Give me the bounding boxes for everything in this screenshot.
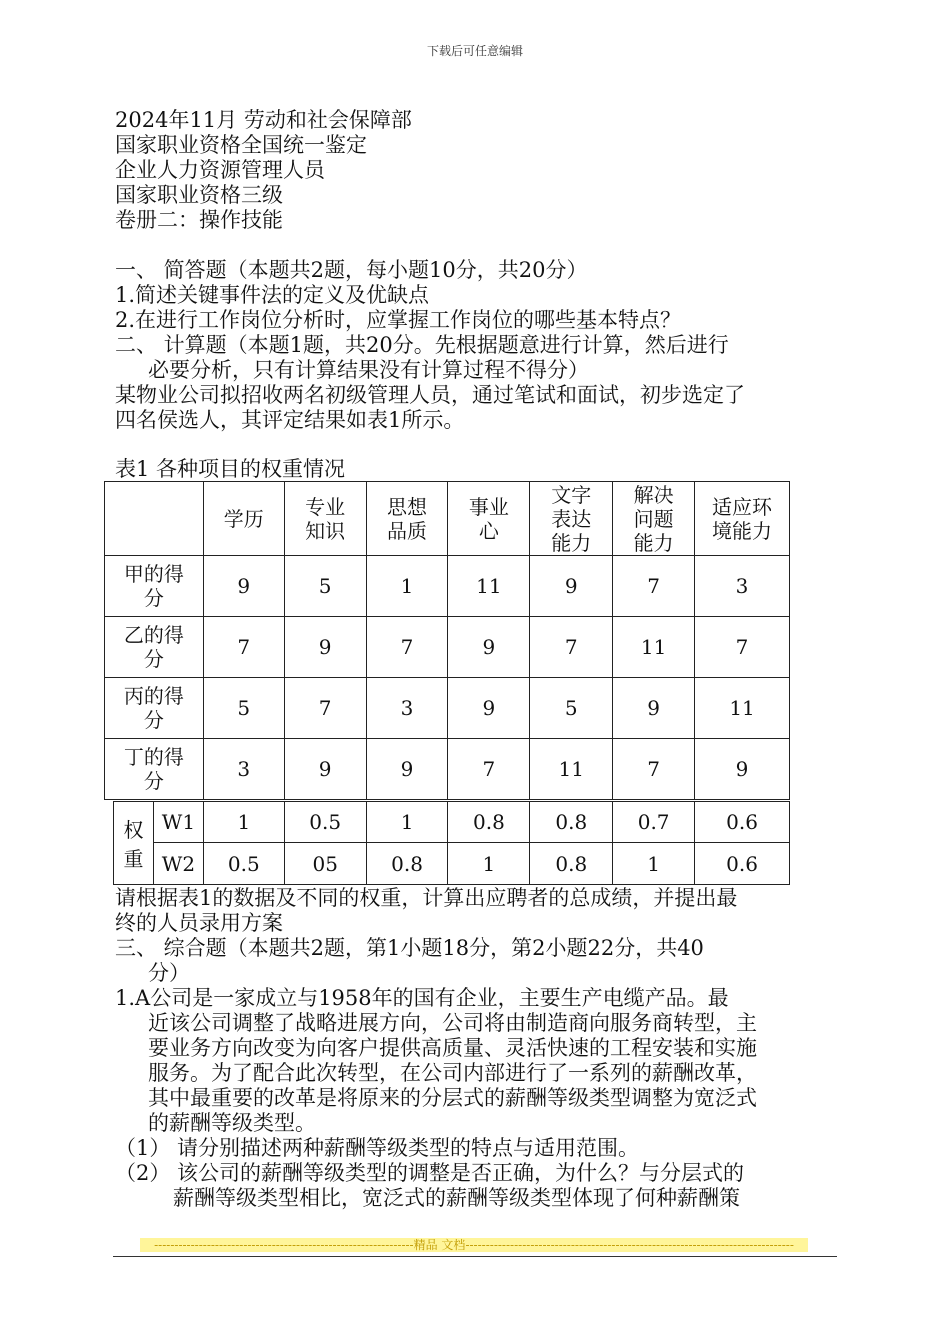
score-cell: 9: [695, 739, 790, 800]
score-cell: 7: [530, 617, 613, 678]
footer-dashes-right: ---------------------------------------------------------------------------------: [465, 1238, 794, 1252]
score-cell: 9: [284, 617, 366, 678]
weight-cell: 0.6: [695, 802, 790, 843]
score-cell: 9: [203, 556, 284, 617]
section2-intro-line1: 某物业公司拟招收两名初级管理人员，通过笔试和面试，初步选定了: [115, 383, 745, 407]
row-label: 丙的得 分: [105, 678, 204, 739]
score-cell: 9: [448, 617, 530, 678]
score-cell: 7: [613, 556, 695, 617]
score-cell: 5: [284, 556, 366, 617]
score-cell: 3: [203, 739, 284, 800]
section3-q1-line3: 要业务方向改变为向客户提供高质量、灵活快速的工程安装和实施: [148, 1036, 757, 1060]
section2-intro-line2: 四名侯选人，其评定结果如表1所示。: [115, 408, 465, 432]
section3-sub1: （1） 请分别描述两种薪酬等级类型的特点与适用范围。: [115, 1136, 640, 1160]
score-cell: 7: [695, 617, 790, 678]
column-header: 事业 心: [448, 482, 530, 556]
weight-label: 权 重: [114, 802, 154, 885]
weight-cell: 0.5: [203, 843, 284, 885]
table-row: [105, 617, 790, 678]
weight-table: [113, 801, 790, 885]
footer-banner: [140, 1238, 808, 1252]
weight-cell: 1: [203, 802, 284, 843]
footer-label: 精品 文档: [413, 1238, 466, 1252]
score-cell: 5: [203, 678, 284, 739]
row-label: 丁的得 分: [105, 739, 204, 800]
title-line-date: 2024年11月 劳动和社会保障部: [115, 108, 412, 132]
row-label: 甲的得 分: [105, 556, 204, 617]
score-cell: 7: [448, 739, 530, 800]
table-caption: 表1 各种项目的权重情况: [115, 457, 346, 481]
column-header: 解决 问题 能力: [613, 482, 695, 556]
weight-cell: 1: [448, 843, 530, 885]
section2-task-line1: 请根据表1的数据及不同的权重，计算出应聘者的总成绩，并提出最: [115, 886, 738, 910]
section3-q1-line1: 1.A公司是一家成立与1958年的国有企业，主要生产电缆产品。最: [115, 986, 729, 1010]
table-row: [105, 556, 790, 617]
score-cell: 9: [613, 678, 695, 739]
column-header: 思想 品质: [366, 482, 448, 556]
section3-q1-line5: 其中最重要的改革是将原来的分层式的薪酬等级类型调整为宽泛式: [148, 1086, 757, 1110]
title-line-exam: 国家职业资格全国统一鉴定: [115, 133, 367, 157]
column-header: 适应环 境能力: [695, 482, 790, 556]
table-row: [105, 739, 790, 800]
table-header-row: [105, 482, 790, 556]
section3-q1-line2: 近该公司调整了战略进展方向，公司将由制造商向服务商转型，主: [148, 1011, 757, 1035]
section1-heading: 一、 简答题（本题共2题，每小题10分，共20分）: [115, 258, 588, 282]
weight-name: W1: [153, 802, 203, 843]
score-cell: 1: [366, 556, 448, 617]
weight-cell: 0.8: [366, 843, 448, 885]
section1-question-2: 2.在进行工作岗位分析时，应掌握工作岗位的哪些基本特点？: [115, 308, 682, 332]
column-header: 学历: [203, 482, 284, 556]
footer-dashes-left: ----------------------------------------------------------------: [154, 1238, 414, 1252]
section2-heading-line2: 必要分析，只有计算结果没有计算过程不得分）: [148, 358, 589, 382]
weight-cell: 0.5: [284, 802, 366, 843]
section3-heading-line1: 三、 综合题（本题共2题，第1小题18分，第2小题22分，共40: [115, 936, 704, 960]
column-header: 文字 表达 能力: [530, 482, 613, 556]
row-label: 乙的得 分: [105, 617, 204, 678]
weight-cell: 05: [284, 843, 366, 885]
title-line-role: 企业人力资源管理人员: [115, 158, 325, 182]
section3-sub2-line2: 薪酬等级类型相比，宽泛式的薪酬等级类型体现了何种薪酬策: [173, 1186, 740, 1210]
score-cell: 11: [530, 739, 613, 800]
score-cell: 11: [448, 556, 530, 617]
header-note: 下载后可任意编辑: [426, 44, 523, 58]
weight-cell: 1: [366, 802, 448, 843]
score-cell: 5: [530, 678, 613, 739]
weight-cell: 0.7: [613, 802, 695, 843]
weight-cell: 1: [613, 843, 695, 885]
score-cell: 3: [695, 556, 790, 617]
score-cell: 11: [695, 678, 790, 739]
footer-rule: [113, 1256, 837, 1257]
score-cell: 7: [613, 739, 695, 800]
weight-row: [114, 802, 790, 843]
section3-heading-line2: 分）: [148, 961, 190, 985]
score-table: [104, 481, 790, 800]
score-cell: 7: [203, 617, 284, 678]
weight-name: W2: [153, 843, 203, 885]
weight-cell: 0.6: [695, 843, 790, 885]
score-cell: 7: [284, 678, 366, 739]
section1-question-1: 1.简述关键事件法的定义及优缺点: [115, 283, 430, 307]
score-cell: 9: [530, 556, 613, 617]
title-line-level: 国家职业资格三级: [115, 183, 283, 207]
section2-task-line2: 终的人员录用方案: [115, 911, 283, 935]
column-header: 专业 知识: [284, 482, 366, 556]
score-cell: 9: [448, 678, 530, 739]
section2-heading-line1: 二、 计算题（本题1题，共20分。先根据题意进行计算，然后进行: [115, 333, 729, 357]
table-row: [105, 678, 790, 739]
weight-row: [114, 843, 790, 885]
score-cell: 9: [366, 739, 448, 800]
title-line-volume: 卷册二：操作技能: [115, 208, 283, 232]
section3-q1-line6: 的薪酬等级类型。: [148, 1111, 316, 1135]
weight-cell: 0.8: [530, 802, 613, 843]
section3-sub2-line1: （2） 该公司的薪酬等级类型的调整是否正确，为什么？与分层式的: [115, 1161, 745, 1185]
score-cell: 7: [366, 617, 448, 678]
section3-q1-line4: 服务。为了配合此次转型，在公司内部进行了一系列的薪酬改革，: [148, 1061, 757, 1085]
score-cell: 11: [613, 617, 695, 678]
score-cell: 9: [284, 739, 366, 800]
weight-cell: 0.8: [530, 843, 613, 885]
score-cell: 3: [366, 678, 448, 739]
table-corner-cell: [105, 482, 204, 556]
weight-cell: 0.8: [448, 802, 530, 843]
